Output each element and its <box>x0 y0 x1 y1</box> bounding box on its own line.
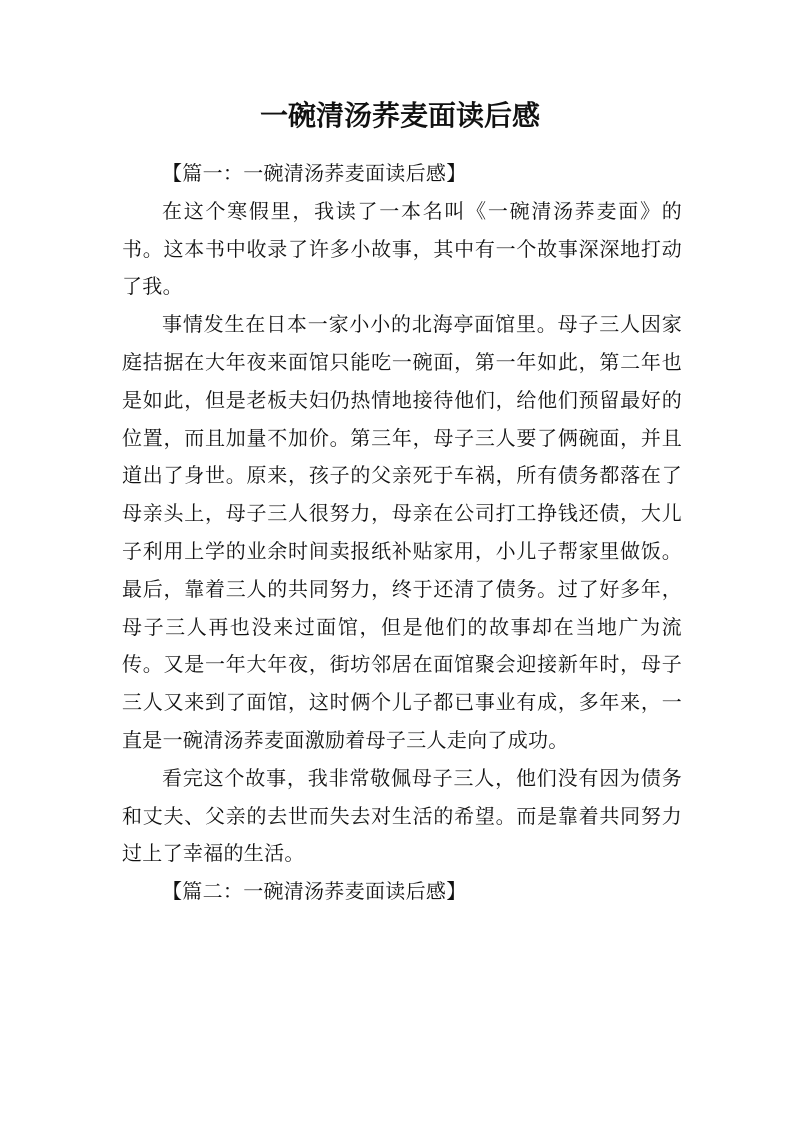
paragraph-story: 事情发生在日本一家小小的北海亭面馆里。母子三人因家庭拮据在大年夜来面馆只能吃一碗面，第一年如此，第二年也是如此，但是老板夫妇仍热情地接待他们，给他们预留最好的位置，而且加量不加价。第三年，母子三人要了俩碗面，并且道出了身世。原来，孩子的父亲死于车祸，所有债务都落在了母亲头上，母子三人很努力，母亲在公司打工挣钱还债，大儿子利用上学的业余时间卖报纸补贴家用，小儿子帮家里做饭。最后，靠着三人的共同努力，终于还清了债务。过了好多年，母子三人再也没来过面馆，但是他们的故事却在当地广为流传。又是一年大年夜，街坊邻居在面馆聚会迎接新年时，母子三人又来到了面馆，这时俩个儿子都已事业有成，多年来，一直是一碗清汤荞麦面激励着母子三人走向了成功。 <box>122 312 682 752</box>
section-heading-2: 【篇二：一碗清汤荞麦面读后感】 <box>162 879 467 904</box>
section-heading-1: 【篇一：一碗清汤荞麦面读后感】 <box>162 161 467 185</box>
paragraph-intro: 在这个寒假里，我读了一本名叫《一碗清汤荞麦面》的书。这本书中收录了许多小故事，其中有一个故事深深地打动了我。 <box>122 198 682 299</box>
document-body <box>122 155 682 911</box>
document-title: 一碗清汤荞麦面读后感 <box>259 99 540 132</box>
paragraph-reflection: 看完这个故事，我非常敬佩母子三人，他们没有因为债务和丈夫、父亲的去世而失去对生活的希望。而是靠着共同努力过上了幸福的生活。 <box>122 765 682 866</box>
